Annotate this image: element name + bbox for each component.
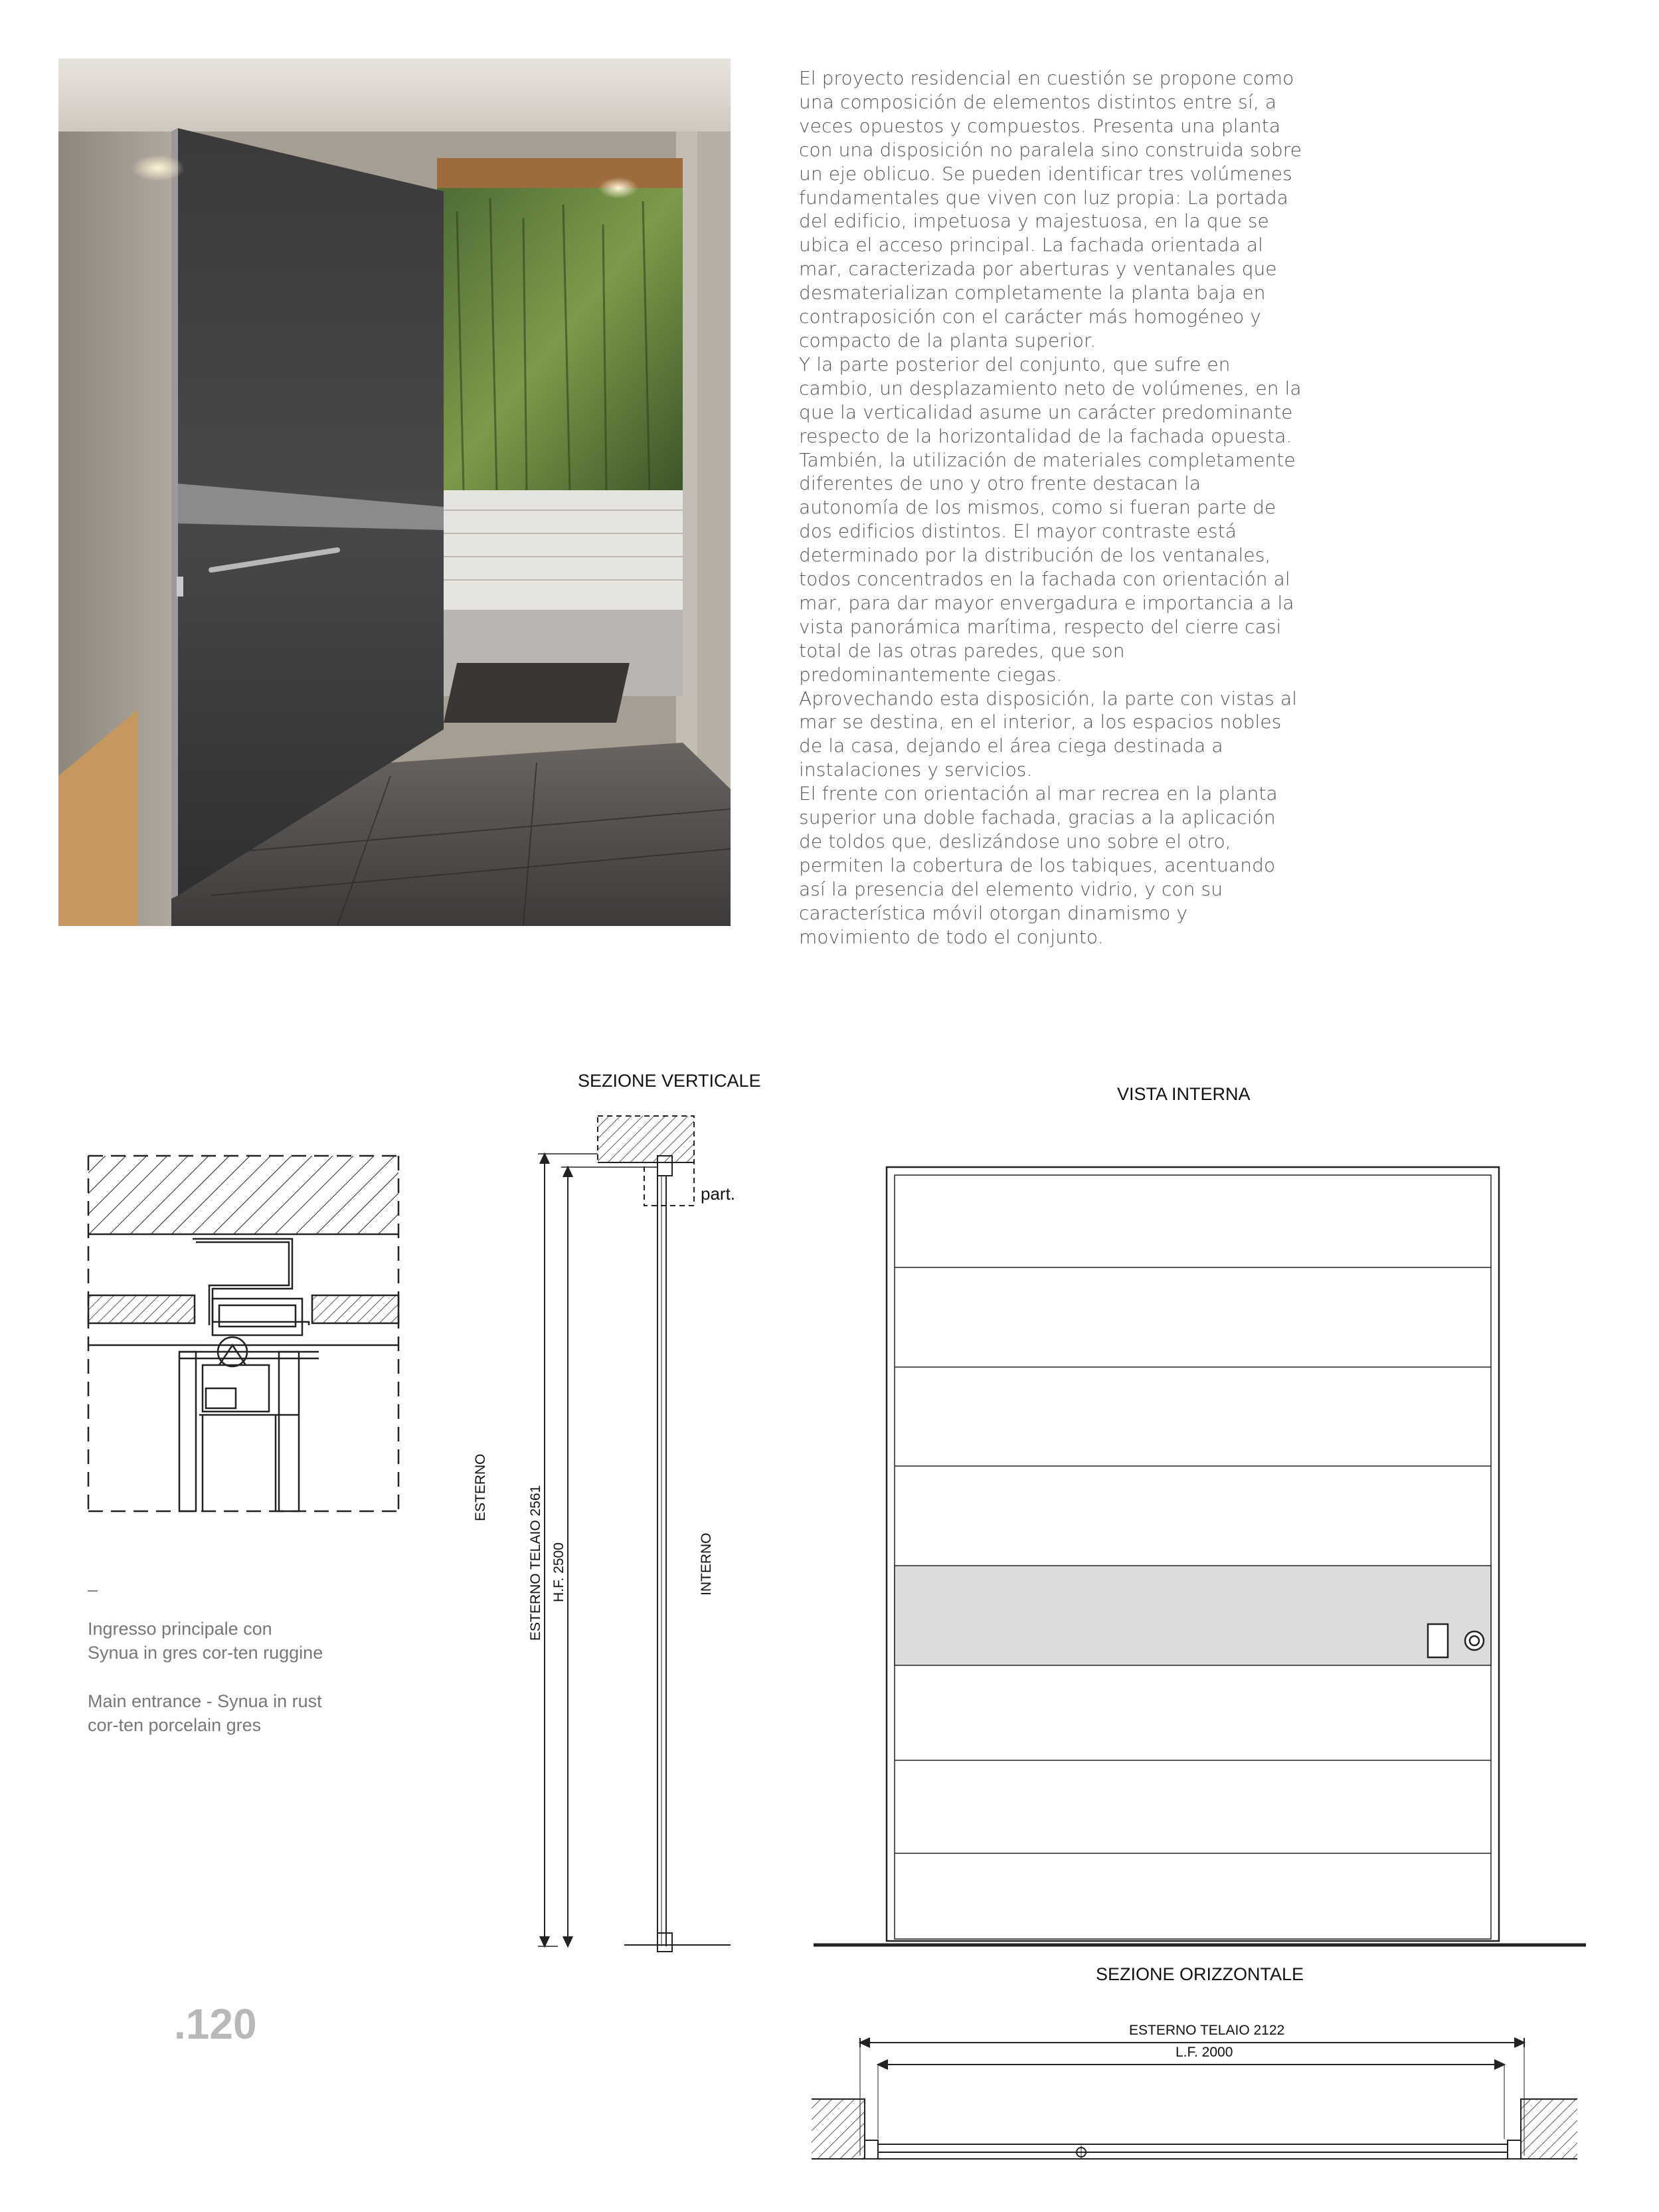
dimension-esterno-telaio-2122: ESTERNO TELAIO 2122: [1129, 2023, 1285, 2038]
page-number: .120: [174, 2000, 257, 2048]
dimension-lf-2000: L.F. 2000: [1176, 2045, 1233, 2060]
body-paragraph: El proyecto residencial en cuestión se propone como una composición de elementos distintos entre sí, a veces opuestos y compuestos. Presenta una planta con una disposición no paralela sino construida sobre un eje oblicuo. Se pueden identificar tres volúmenes fundamentales que viven con luz propia: La portada del edificio, impetuosa y majestuosa, en la que se ubica el acceso principal. La fachada orientada al mar, caracterizada por aberturas y ventanales que desmaterializan completamente la planta baja en contraposición con el carácter más homogéneo y compacto de la planta superior.: [799, 67, 1302, 351]
label-interno: INTERNO: [699, 1532, 714, 1596]
caption-english: Main entrance - Synua in rust cor-ten porcelain gres: [88, 1691, 322, 1735]
body-paragraph: Aprovechando esta disposición, la parte con vistas al mar se destina, en el interior, a los espacios nobles de la casa, dejando el área ciega destinada a instalaciones y servicios.: [799, 687, 1298, 781]
label-esterno: ESTERNO: [473, 1453, 488, 1521]
detail-drawing: [88, 1156, 398, 1511]
part-label: part.: [701, 1184, 736, 1204]
dimension-esterno-telaio-2561: ESTERNO TELAIO 2561: [528, 1485, 543, 1641]
internal-view-title: VISTA INTERNA: [1117, 1084, 1251, 1104]
caption-dash: –: [88, 1580, 98, 1600]
body-paragraph: Y la parte posterior del conjunto, que sufre en cambio, un desplazamiento neto de volúmenes, en la que la verticalidad asume un carácter predominante respecto de la horizontalidad de la fachada opuesta. También, la utilización de materiales completamente diferentes de uno y otro frente destacan la autonomía de los mismos, como si fueran parte de dos edificios distintos. El mayor contraste está determinado por la distribución de los ventanales, todos concentrados en la fachada con orientación al mar, para dar mayor envergadura e importancia a la vista panorámica marítima, respecto del cierre casi total de las otras paredes, que son predominantemente ciegas.: [799, 353, 1302, 686]
internal-view-drawing: [814, 1167, 1586, 1945]
horizontal-section-title: SEZIONE ORIZZONTALE: [1096, 1964, 1304, 1984]
vertical-section-title: SEZIONE VERTICALE: [578, 1071, 761, 1091]
dimension-hf-2500: H.F. 2500: [551, 1542, 567, 1602]
body-paragraph: El frente con orientación al mar recrea en la planta superior una doble fachada, gracias a la aplicación de toldos que, deslizándose uno sobre el otro, permiten la cobertura de los tabiques, acentuando así la presencia del elemento vidrio, y con su característica móvil otorgan dinamismo y movimiento de todo el conjunto.: [799, 783, 1278, 948]
caption-italian: Ingresso principale con Synua in gres cor-ten ruggine: [88, 1619, 323, 1663]
